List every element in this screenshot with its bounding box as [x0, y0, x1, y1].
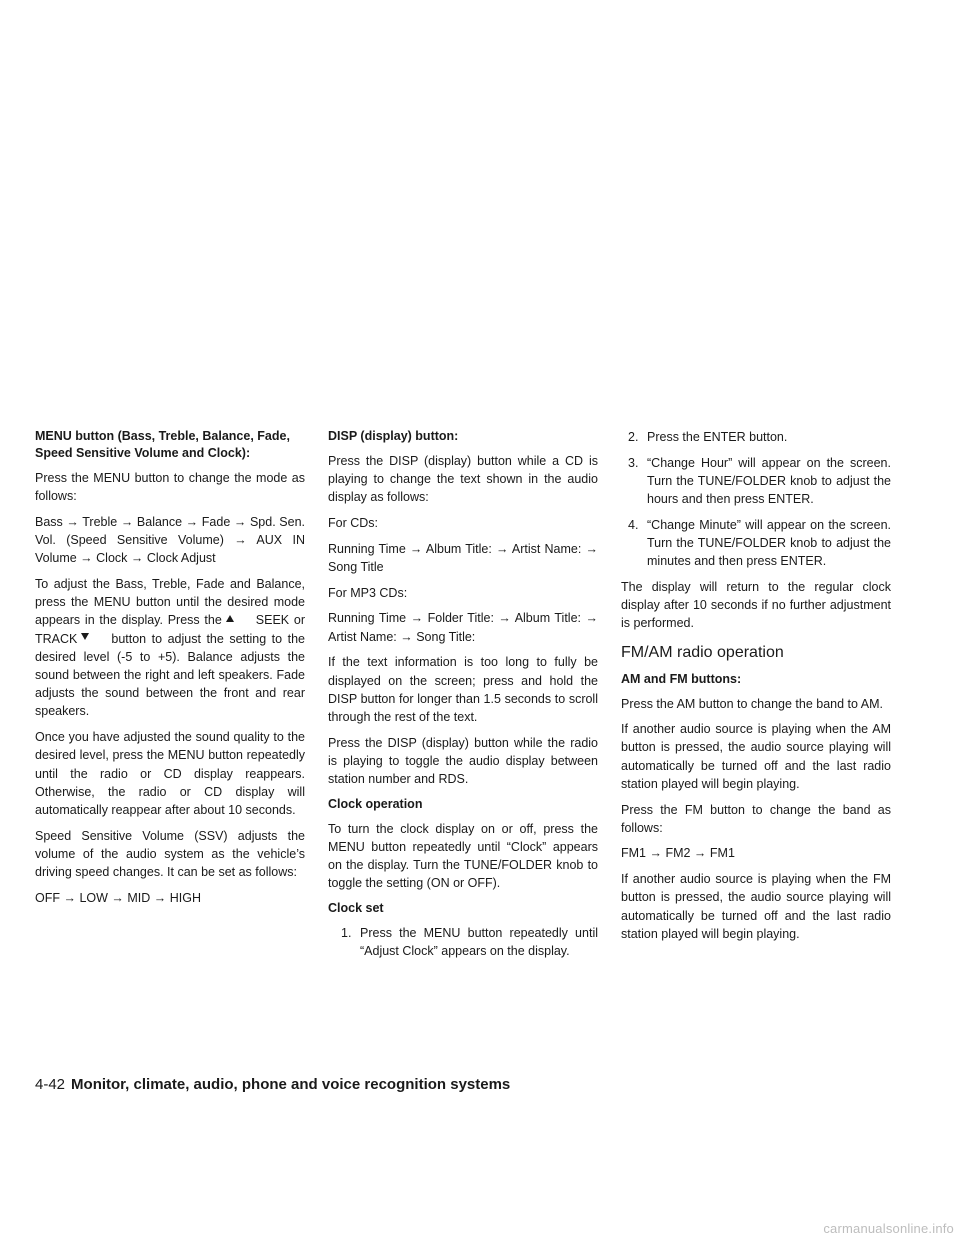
clock-set-step-1	[328, 924, 598, 960]
clock-set-steps-continued	[621, 428, 891, 570]
fm-button-paragraph: Press the FM button to change the band as follows:	[621, 802, 891, 835]
clock-set-heading: Clock set	[328, 901, 384, 916]
ssv-paragraph: Speed Sensitive Volume (SSV) adjusts the volume of the audio system as the vehicle’s driving speed changes. It can be set as follows:	[35, 828, 305, 880]
am-other-source-paragraph: If another audio source is playing when the AM button is pressed, the audio source playing will automatically be turned off and the last radio station played will begin playing.	[621, 722, 891, 791]
am-fm-buttons-heading: AM and FM buttons:	[621, 671, 742, 686]
step-text: Press the ENTER button.	[647, 430, 788, 444]
sound-quality-paragraph: Once you have adjusted the sound quality to the desired level, press the MENU button repeatedly until the radio or CD display reappears. Otherwise, the radio or CD display will automatically reappear after about 10 seconds.	[35, 730, 305, 817]
menu-mode-sequence: Bass → Treble → Balance → Fade → Spd. Sen. Vol. (Speed Sensitive Volume) → AUX IN Volume → Clock → Clock Adjust	[35, 514, 305, 566]
am-button-paragraph: Press the AM button to change the band to AM.	[621, 696, 883, 711]
adjust-sound-text-a: To adjust the Bass, Treble, Fade and Balance, press the MENU button until the desired mode appears in the display. Press the	[35, 577, 305, 628]
fm-am-section-heading: FM/AM radio operation	[621, 643, 784, 661]
clock-operation-heading: Clock operation	[328, 796, 423, 811]
column-right	[621, 428, 891, 950]
clock-set-steps	[328, 924, 598, 960]
chapter-title: Monitor, climate, audio, phone and voice recognition systems	[71, 1076, 511, 1093]
radio-disp-paragraph: Press the DISP (display) button while the radio is playing to toggle the audio display between station number and RDS.	[328, 735, 598, 787]
step-number: 1.	[341, 926, 352, 941]
cd-display-sequence: Running Time → Album Title: → Artist Name: → Song Title	[328, 541, 598, 575]
adjust-sound-text-b: SEEK or TRACK	[35, 613, 305, 646]
watermark: carmanualsonline.info	[823, 1221, 954, 1236]
disp-button-heading: DISP (display) button:	[328, 429, 459, 443]
clock-set-step-2	[621, 428, 891, 446]
mp3-display-sequence: Running Time → Folder Title: → Album Title: → Artist Name: → Song Title:	[328, 611, 598, 644]
step-number: 4.	[628, 517, 639, 532]
track-down-triangle-icon	[81, 633, 89, 640]
column-middle	[328, 428, 598, 968]
step-number: 3.	[628, 455, 639, 470]
menu-intro-paragraph: Press the MENU button to change the mode as follows:	[35, 471, 305, 504]
clock-return-paragraph: The display will return to the regular clock display after 10 seconds if no further adjustment is performed.	[621, 579, 891, 631]
step-text: “Change Hour” will appear on the screen. Turn the TUNE/FOLDER knob to adjust the hours and then press ENTER.	[647, 455, 891, 507]
for-mp3-label: For MP3 CDs:	[328, 585, 408, 600]
adjust-sound-text-c: button to adjust the setting to the desired level (-5 to +5). Balance adjusts the sound between the right and left speakers. Fade adjusts the sound between the front and rear speakers.	[35, 631, 305, 719]
ssv-sequence: OFF → LOW → MID → HIGH	[35, 890, 201, 905]
for-cds-label: For CDs:	[328, 516, 378, 531]
step-text: “Change Minute” will appear on the screen. Turn the TUNE/FOLDER knob to adjust the minutes and then press ENTER.	[647, 517, 891, 569]
fm-band-sequence: FM1 → FM2 → FM1	[621, 846, 735, 861]
step-number: 2.	[628, 430, 639, 444]
fm-other-source-paragraph: If another audio source is playing when the FM button is pressed, the audio source playing will automatically be turned off and the last radio station played will begin playing.	[621, 872, 891, 941]
adjust-sound-paragraph	[35, 575, 305, 721]
page-number: 4-42	[35, 1076, 66, 1093]
column-left	[35, 428, 305, 914]
clock-set-step-3	[621, 454, 891, 509]
clock-operation-paragraph: To turn the clock display on or off, press the MENU button repeatedly until “Clock” appears on the display. Turn the TUNE/FOLDER knob to toggle the setting (ON or OFF).	[328, 821, 598, 891]
clock-set-step-4	[621, 516, 891, 571]
disp-intro-paragraph: Press the DISP (display) button while a CD is playing to change the text shown in the audio display as follows:	[328, 454, 598, 505]
seek-up-triangle-icon	[226, 615, 234, 622]
step-text: Press the MENU button repeatedly until “Adjust Clock” appears on the display.	[360, 926, 598, 959]
menu-button-heading: MENU button (Bass, Treble, Balance, Fade, Speed Sensitive Volume and Clock):	[35, 429, 290, 460]
scroll-text-paragraph: If the text information is too long to fully be displayed on the screen; press and hold the DISP button for longer than 1.5 seconds to scroll through the rest of the text.	[328, 655, 598, 724]
page-footer	[35, 1075, 510, 1095]
